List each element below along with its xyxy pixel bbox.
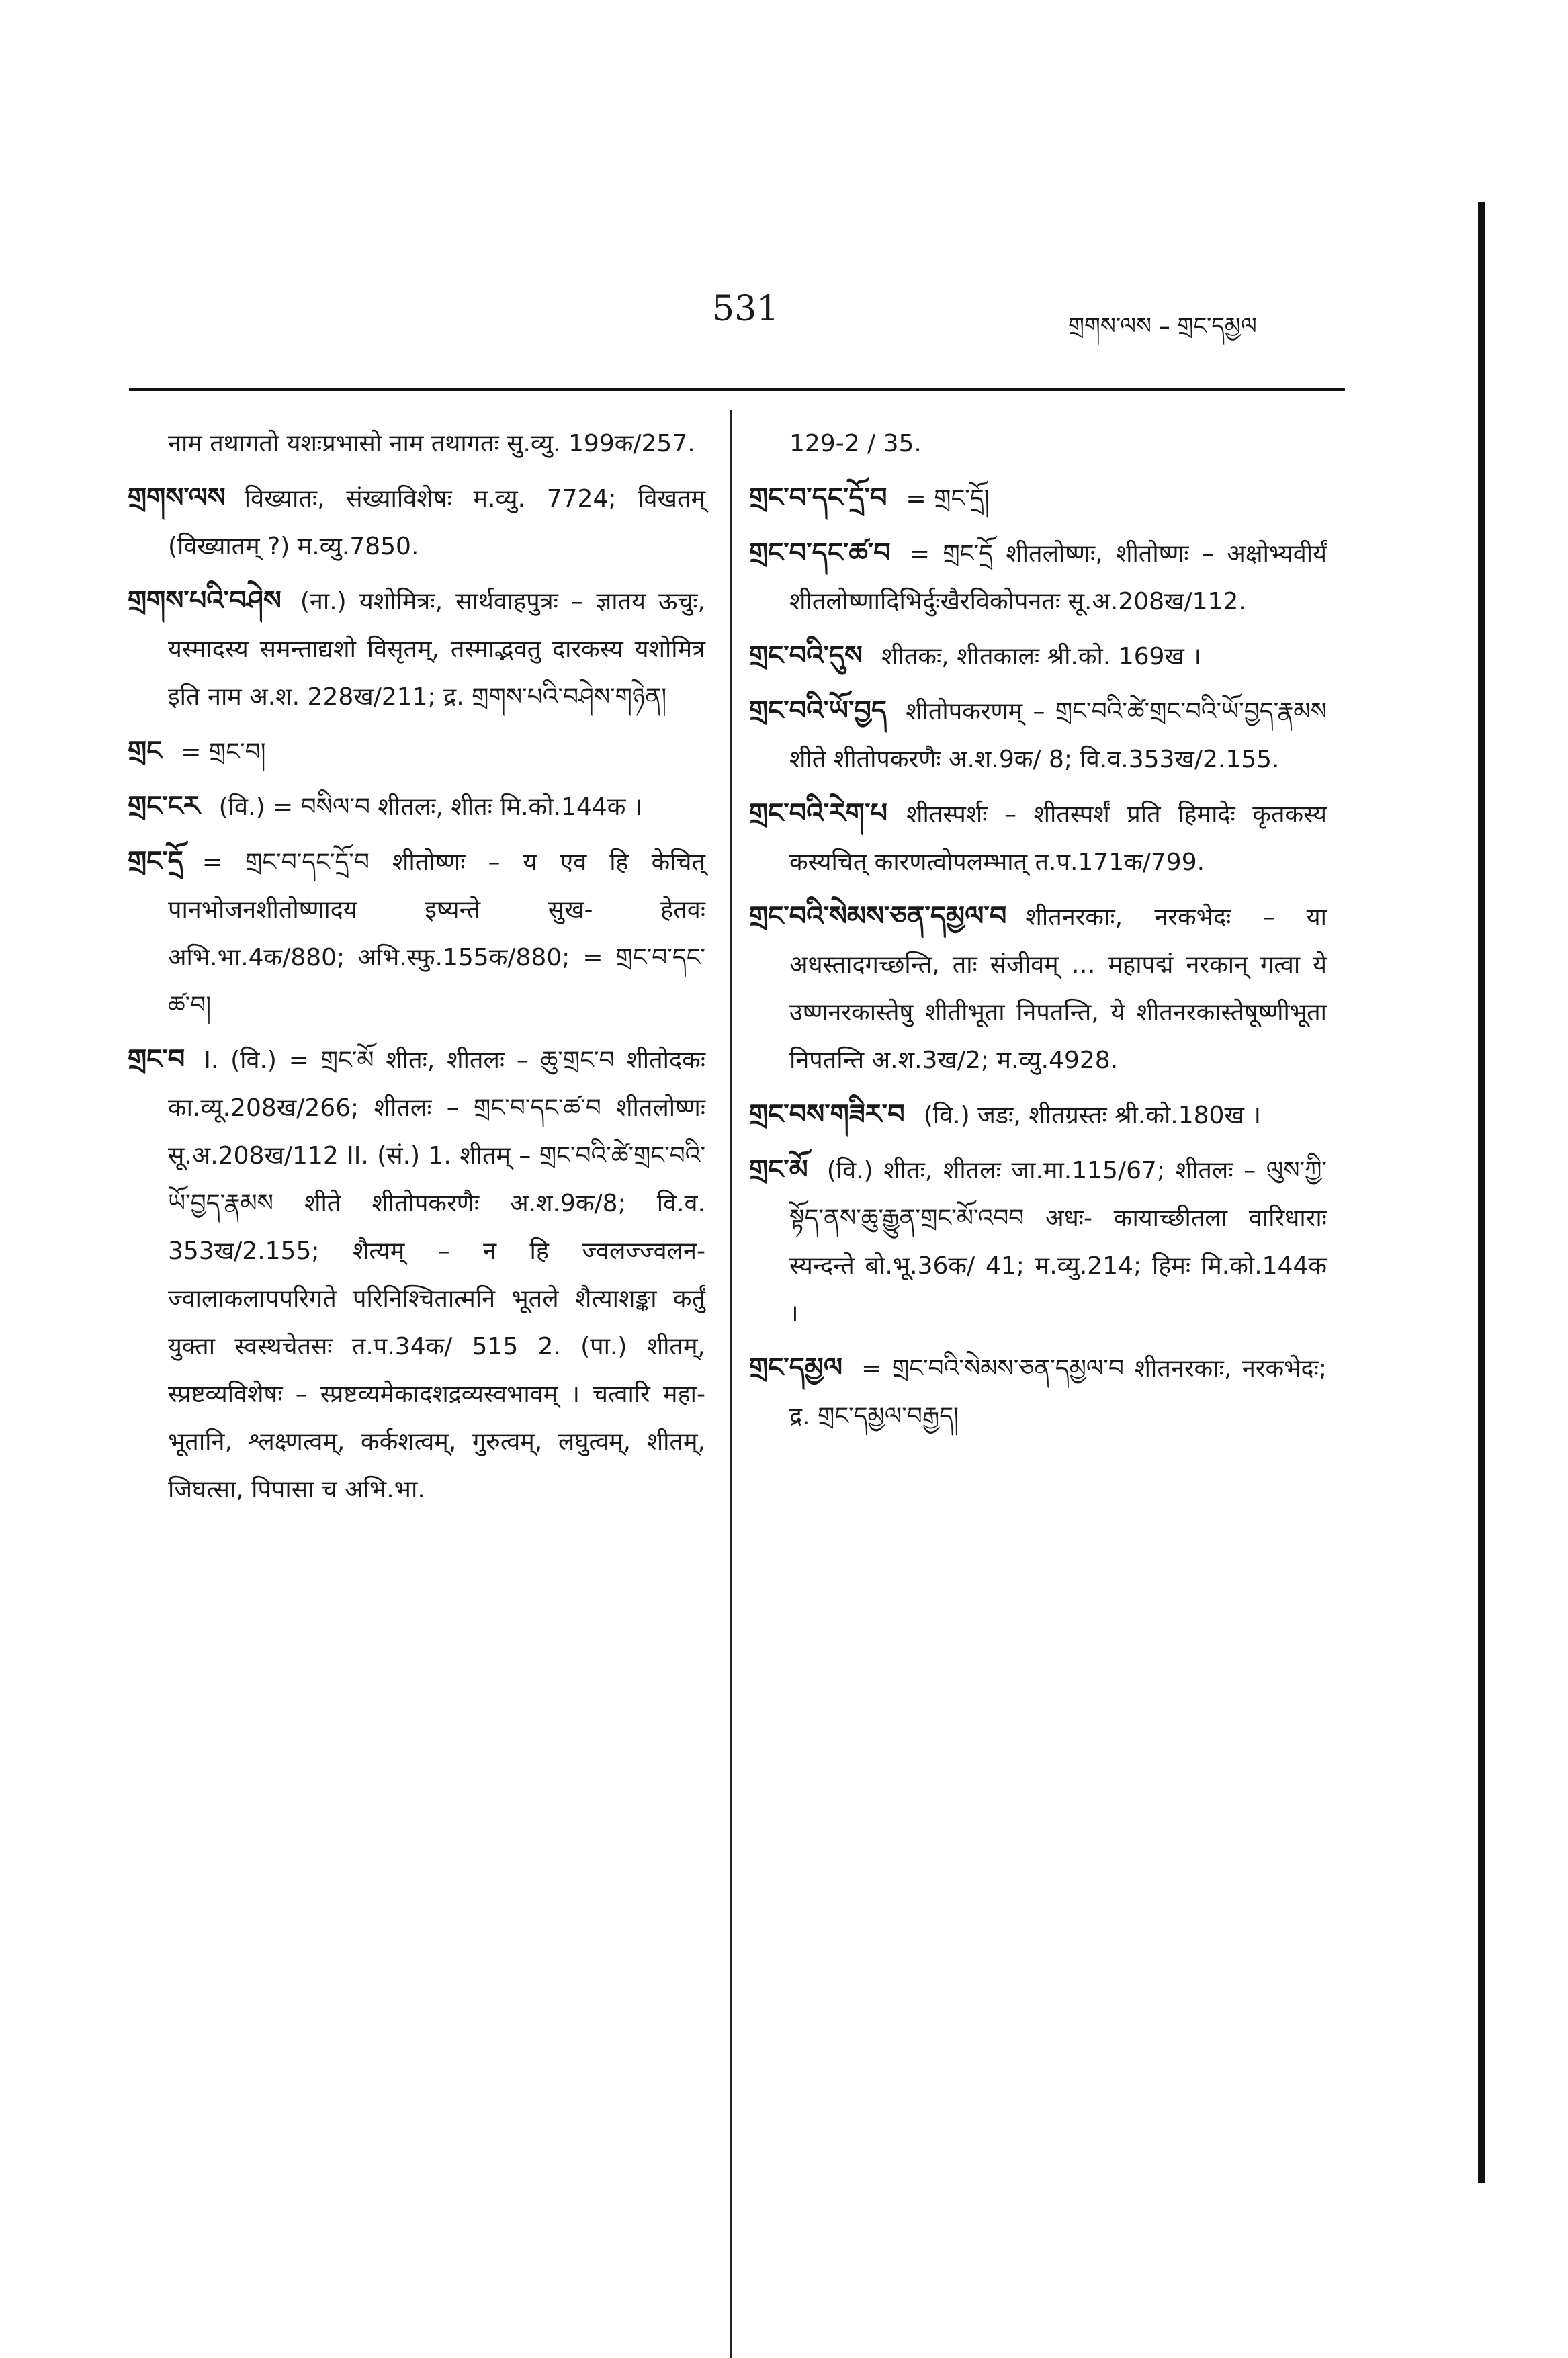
entry-headword: གྲང་ངར (128, 791, 200, 822)
dictionary-entry (128, 783, 705, 831)
dictionary-entry (128, 474, 705, 570)
dictionary-entry (128, 577, 705, 721)
dictionary-entry (749, 1344, 1327, 1440)
page-number: 531 (712, 289, 779, 329)
entry-headword: གྲང་བ (128, 1044, 185, 1075)
entry-text: (वि.) = བསིལ་བ शीतलः, शीतः मि.को.144क । (218, 793, 643, 821)
entry-text: (वि.) जडः, शीतग्रस्तः श्री.को.180ख । (923, 1102, 1261, 1129)
entry-text: = གྲང་དྲོ शीतलोष्णः, शीतोष्णः – अक्षोभ्यवीर्यं शीतलोष्णादिभिर्दुःखैरविकोपनतः सू.अ.208ख/112. (789, 540, 1327, 615)
entry-headword: གྲང་མོ (749, 1154, 808, 1185)
entry-text: = གྲང་བ། (181, 738, 266, 766)
column-divider (730, 410, 732, 2358)
entry-headword: གྲང་དྲོ (128, 846, 183, 877)
entry-headword: གྲང་བའི་དུས (749, 640, 863, 671)
entry-text: शीतोपकरणम् – གྲང་བའི་ཚེ་གྲང་བའི་ཡོ་བྱད་རྣམས शीते शीतोपकरणैः अ.श.9क/ 8; वि.व.353ख/2.155. (789, 698, 1327, 773)
entry-text: नाम तथागतो यशःप्रभासो नाम तथागतः सु.व्यु. 199क/257. (168, 430, 695, 457)
dictionary-entry (749, 893, 1327, 1084)
dictionary-entry (749, 420, 1327, 468)
dictionary-entry (749, 687, 1327, 783)
dictionary-entry (749, 1091, 1327, 1139)
dictionary-entry (128, 1036, 705, 1514)
dictionary-entry (749, 1146, 1327, 1338)
dictionary-entry (128, 838, 705, 1029)
entry-headword: གྲང་བའི་སེམས་ཅན་དམྱལ་བ (749, 901, 1007, 932)
dictionary-entry (749, 790, 1327, 886)
dictionary-entry (749, 474, 1327, 523)
dictionary-entry (749, 529, 1327, 625)
running-head: གྲགས་ལས – གྲང་དམྱལ (1068, 313, 1257, 340)
entry-headword: གྲང་བ་དང་དྲོ་བ (749, 482, 887, 513)
entry-headword: གྲང་བ་དང་ཚ་བ (749, 537, 891, 568)
entry-text: = གྲང་བའི་སེམས་ཅན་དམྱལ་བ शीतनरकाः, नरकभेदः; द्र. གྲང་དམྱལ་བརྒྱད། (789, 1355, 1327, 1430)
entry-text: शीतस्पर्शः – शीतस्पर्शं प्रति हिमादेः कृतकस्य कस्यचित् कारणत्वोपलम्भात् त.प.171क/799. (789, 801, 1327, 876)
entry-text: = གྲང་དྲོ། (906, 485, 990, 513)
page-edge-bar (1478, 202, 1485, 2183)
entry-headword: གྲགས་ལས (128, 482, 226, 513)
entry-headword: གྲང་དམྱལ (749, 1352, 843, 1383)
dictionary-entry (128, 420, 705, 468)
entry-headword: གྲང (128, 736, 163, 767)
right-column (749, 420, 1327, 1447)
entry-text: (वि.) शीतः, शीतलः जा.मा.115/67; शीतलः – ལུས་ཀྱི་སྟོད་ནས་ཆུ་རྒྱུན་གྲང་མོ་འབབ अधः- कायाच्छीतला वारिधाराः स्यन्दन्ते बो.भू.36क/ 41; म.व्यु.214; हिमः मि.को.144क । (789, 1157, 1327, 1327)
entry-headword: གྲང་བའི་ཡོ་བྱད (749, 695, 887, 726)
dictionary-entry (128, 728, 705, 776)
entry-headword: གྲགས་པའི་བཤེས (128, 585, 281, 616)
left-column (128, 420, 705, 1520)
entry-text: विख्यातः, संख्याविशेषः म.व्यु. 7724; विखतम् (विख्यातम् ?) म.व्यु.7850. (168, 485, 705, 560)
entry-text: शीतकः, शीतकालः श्री.को. 169ख । (881, 643, 1201, 670)
header-rule (129, 388, 1345, 391)
entry-headword: གྲང་བའི་རེག་པ (749, 798, 887, 829)
entry-text: = གྲང་བ་དང་དྲོ་བ शीतोष्णः – य एव हि केचित् पानभोजनशीतोष्णादय इष्यन्ते सुख- हेतवः अभि.भा.4क/880; अभि.स्फु.155क/880; = གྲང་བ་དང་ཚ་བ། (168, 848, 705, 1019)
entry-text: 129-2 / 35. (789, 430, 922, 457)
entry-text: I. (वि.) = གྲང་མོ शीतः, शीतलः – ཆུ་གྲང་བ शीतोदकः का.व्यू.208ख/266; शीतलः – གྲང་བ་དང་ཚ་བ शीतलोष्णः सू.अ.208ख/112 II. (सं.) 1. शीतम् – གྲང་བའི་ཚེ་གྲང་བའི་ཡོ་བྱད་རྣམས शीते शीतोपकरणैः अ.श.9क/8; वि.व. 353ख/2.155; शैत्यम् – न हि ज्वलज्ज्वलन- ज्वालाकलापपरिगते परिनिश्चितात्मनि भूतले शैत्याशङ्का कर्तुं युक्ता स्वस्थचेतसः त.प.34क/ 515 2. (पा.) शीतम्, स्प्रष्टव्यविशेषः – स्प्रष्टव्यमेकादशद्रव्यस्वभावम् । चत्वारि महा- भूतानि, श्लक्ष्णत्वम्, कर्कशत्वम्, गुरुत्वम्, लघुत्वम्, शीतम्, जिघत्सा, पिपासा च अभि.भा. (168, 1047, 705, 1503)
entry-text: (ना.) यशोमित्रः, सार्थवाहपुत्रः – ज्ञातय ऊचुः, यस्मादस्य समन्ताद्यशो विसृतम्, तस्माद्भवतु दारकस्य यशोमित्र इति नाम अ.श. 228ख/211; द्र. གྲགས་པའི་བཤེས་གཉེན། (168, 588, 705, 711)
dictionary-entry (749, 632, 1327, 681)
entry-text: शीतनरकाः, नरकभेदः – या अधस्तादगच्छन्ति, ताः संजीवम् … महापद्मं नरकान् गत्वा ये उष्णनरकास्तेषु शीतीभूता निपतन्ति, ये शीतनरकास्तेषूष्णीभूता निपतन्ति अ.श.3ख/2; म.व्यु.4928. (789, 904, 1327, 1074)
entry-headword: གྲང་བས་གཟིར་བ (749, 1099, 905, 1130)
